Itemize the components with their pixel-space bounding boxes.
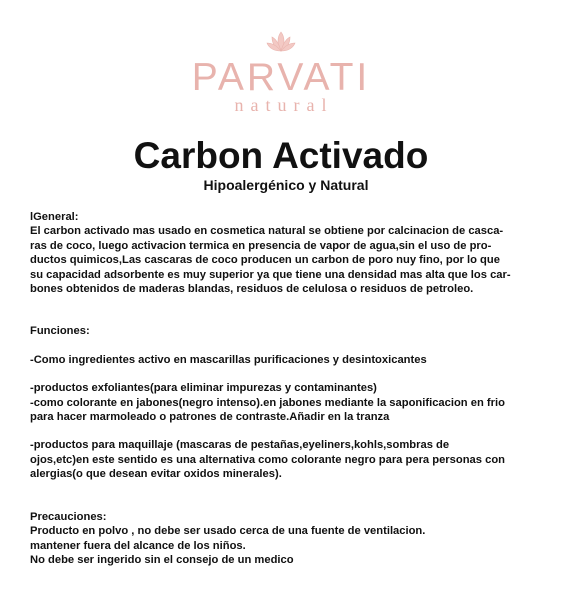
spacer (30, 367, 545, 381)
funciones-item: -productos exfoliantes(para eliminar impurezas y contaminantes) (30, 382, 377, 395)
spacer (30, 424, 545, 438)
funciones-item: -Como ingredientes activo en mascarillas purificaciones y desintoxicantes (30, 353, 427, 366)
spacer (30, 296, 545, 324)
general-section (30, 210, 545, 296)
brand-tagline: natural (234, 95, 334, 115)
page-title: Carbon Activado (133, 135, 429, 176)
precauciones-line: mantener fuera del alcance de los niños. (30, 539, 246, 552)
page-subtitle: Hipoalergénico y Natural (203, 177, 369, 193)
precauciones-line: Producto en polvo , no debe ser usado cerca de una fuente de ventilacion. (30, 525, 426, 538)
funciones-item-line: para hacer marmoleado o patrones de contraste.Añadir en la tranza (30, 411, 390, 424)
general-line: El carbon activado mas usado en cosmetica natural se obtiene por calcinacion de casca- (30, 225, 504, 238)
precauciones-line: No debe ser ingerido sin el consejo de un medico (30, 553, 294, 566)
funciones-item-line: -productos para maquillaje (mascaras de pestañas,eyeliners,kohls,sombras de (30, 439, 450, 452)
brand-name: PARVATI (191, 56, 371, 99)
spacer (30, 482, 545, 510)
general-line: ductos quimicos,Las cascaras de coco producen un carbon de poro nuy fino, por lo que (30, 254, 500, 267)
spacer (30, 339, 545, 353)
funciones-item-line: ojos,etc)en este sentido es una alternativa como colorante negro para pera personas con (30, 453, 505, 466)
general-heading: lGeneral: (30, 211, 79, 223)
funciones-heading: Funciones: (30, 325, 90, 338)
general-line: bones obtenidos de maderas blandas, residuos de celulosa o residuos de petroleo. (30, 283, 474, 296)
precauciones-section (30, 510, 545, 568)
general-line: su capacidad adsorbente es muy superior ya que tiene una densidad mas alta que los car- (30, 268, 511, 281)
general-line: ras de coco, luego activacion termica en presencia de vapor de agua,sin el uso de pro- (30, 239, 492, 252)
funciones-item-line: -como colorante en jabones(negro intenso).en jabones mediante la saponificacion en frio (30, 396, 505, 409)
precauciones-heading: Precauciones: (30, 510, 107, 523)
lotus-icon (266, 30, 296, 54)
document-body (30, 210, 545, 567)
funciones-item-line: alergias(o que desean evitar oxidos minerales). (30, 468, 282, 481)
funciones-section (30, 324, 545, 481)
brand-logo (0, 30, 562, 114)
